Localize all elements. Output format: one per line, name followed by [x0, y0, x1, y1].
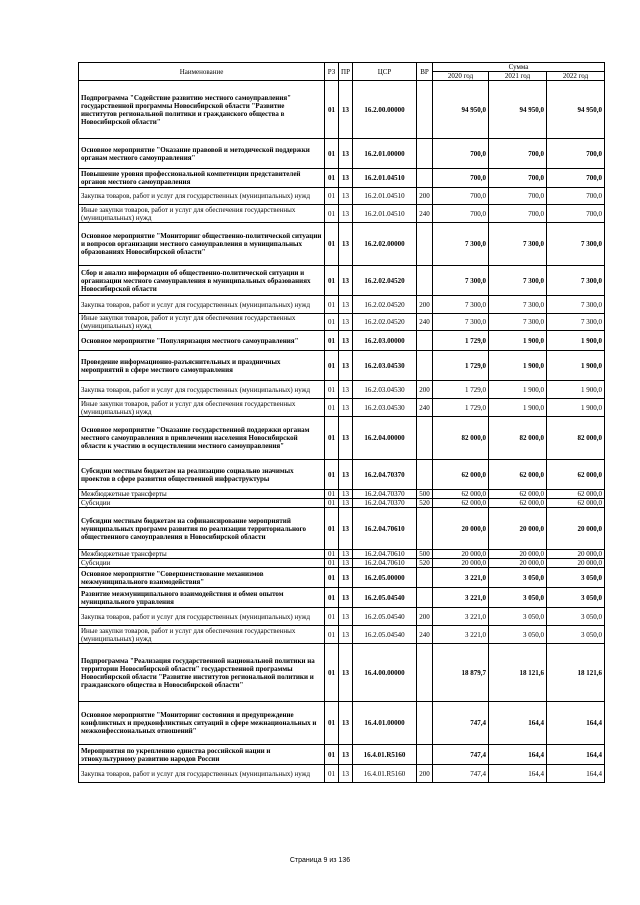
cell-vr — [417, 460, 433, 490]
table-row — [79, 266, 605, 296]
header-row-top — [79, 63, 605, 72]
cell-pr: 13 — [339, 266, 353, 296]
cell-pr: 13 — [339, 381, 353, 399]
table-row — [79, 499, 605, 508]
cell-vr — [417, 568, 433, 588]
cell-2020: 700,0 — [433, 169, 489, 188]
cell-2022: 94 950,0 — [547, 81, 605, 139]
cell-2021: 700,0 — [489, 139, 547, 169]
cell-2022: 62 000,0 — [547, 499, 605, 508]
cell-2021: 20 000,0 — [489, 550, 547, 559]
cell-2022: 700,0 — [547, 205, 605, 223]
header-year-2020: 2020 год — [433, 72, 489, 81]
cell-rz: 01 — [325, 765, 339, 783]
cell-2020: 747,4 — [433, 745, 489, 765]
cell-name: Закупка товаров, работ и услуг для государственных (муниципальных) нужд — [79, 381, 325, 399]
cell-2020: 700,0 — [433, 205, 489, 223]
cell-rz: 01 — [325, 314, 339, 331]
cell-name: Субсидии — [79, 499, 325, 508]
cell-name: Сбор и анализ информации об общественно-политической ситуации и организации местного самоуправления в муниципальных образованиях Новосибирской области — [79, 266, 325, 296]
cell-2022: 7 300,0 — [547, 266, 605, 296]
cell-vr: 200 — [417, 765, 433, 783]
cell-2021: 3 050,0 — [489, 608, 547, 626]
table-row — [79, 550, 605, 559]
cell-vr: 520 — [417, 559, 433, 568]
cell-csr: 16.2.02.04520 — [353, 266, 417, 296]
cell-csr: 16.2.01.04510 — [353, 205, 417, 223]
cell-vr: 500 — [417, 550, 433, 559]
header-year-2022: 2022 год — [547, 72, 605, 81]
cell-pr: 13 — [339, 81, 353, 139]
cell-name: Мероприятия по укреплению единства российской нации и этнокультурному развитию народов России — [79, 745, 325, 765]
cell-name: Основное мероприятие "Совершенствование механизмов межмуниципального взаимодействия" — [79, 568, 325, 588]
cell-2022: 164,4 — [547, 765, 605, 783]
cell-2020: 7 300,0 — [433, 223, 489, 266]
cell-csr: 16.2.03.04530 — [353, 381, 417, 399]
cell-2022: 82 000,0 — [547, 417, 605, 460]
cell-2020: 700,0 — [433, 139, 489, 169]
cell-vr: 200 — [417, 296, 433, 314]
cell-pr: 13 — [339, 314, 353, 331]
cell-vr: 500 — [417, 490, 433, 499]
cell-csr: 16.2.04.70610 — [353, 550, 417, 559]
cell-rz: 01 — [325, 460, 339, 490]
cell-csr: 16.2.00.00000 — [353, 81, 417, 139]
cell-vr: 200 — [417, 188, 433, 205]
cell-vr: 520 — [417, 499, 433, 508]
cell-2020: 1 729,0 — [433, 331, 489, 351]
cell-pr: 13 — [339, 139, 353, 169]
cell-2021: 1 900,0 — [489, 399, 547, 417]
cell-vr — [417, 351, 433, 381]
cell-2021: 62 000,0 — [489, 460, 547, 490]
cell-pr: 13 — [339, 702, 353, 745]
cell-2020: 94 950,0 — [433, 81, 489, 139]
cell-2020: 1 729,0 — [433, 381, 489, 399]
cell-csr: 16.2.03.04530 — [353, 351, 417, 381]
cell-2020: 20 000,0 — [433, 508, 489, 550]
header-vr: ВР — [417, 63, 433, 81]
cell-pr: 13 — [339, 550, 353, 559]
cell-2021: 3 050,0 — [489, 588, 547, 608]
cell-2020: 7 300,0 — [433, 266, 489, 296]
cell-name: Основное мероприятие "Мониторинг состояния и предупреждение конфликтных и предконфликтных ситуаций в сфере межнациональных и межконфессиональных отношений" — [79, 702, 325, 745]
cell-2020: 3 221,0 — [433, 608, 489, 626]
cell-rz: 01 — [325, 417, 339, 460]
cell-name: Закупка товаров, работ и услуг для государственных (муниципальных) нужд — [79, 765, 325, 783]
cell-2021: 82 000,0 — [489, 417, 547, 460]
cell-rz: 01 — [325, 266, 339, 296]
cell-2022: 1 900,0 — [547, 399, 605, 417]
cell-name: Межбюджетные трансферты — [79, 490, 325, 499]
cell-rz: 01 — [325, 296, 339, 314]
page-number: Страница 9 из 136 — [289, 857, 351, 864]
cell-csr: 16.2.02.00000 — [353, 223, 417, 266]
table-row — [79, 223, 605, 266]
cell-pr: 13 — [339, 626, 353, 644]
cell-2022: 700,0 — [547, 188, 605, 205]
cell-csr: 16.2.02.04520 — [353, 314, 417, 331]
cell-name: Закупка товаров, работ и услуг для государственных (муниципальных) нужд — [79, 296, 325, 314]
cell-rz: 01 — [325, 499, 339, 508]
cell-name: Иные закупки товаров, работ и услуг для обеспечения государственных (муниципальных) нужд — [79, 205, 325, 223]
cell-rz: 01 — [325, 568, 339, 588]
cell-pr: 13 — [339, 745, 353, 765]
cell-vr: 240 — [417, 399, 433, 417]
table-row — [79, 399, 605, 417]
cell-pr: 13 — [339, 644, 353, 702]
cell-2020: 747,4 — [433, 765, 489, 783]
cell-2022: 20 000,0 — [547, 559, 605, 568]
cell-name: Субсидии местным бюджетам на софинансирование мероприятий муниципальных программ развития по реализации территориального общественного самоуправления в Новосибирской области — [79, 508, 325, 550]
cell-csr: 16.2.05.04540 — [353, 588, 417, 608]
cell-csr: 16.2.05.00000 — [353, 568, 417, 588]
cell-pr: 13 — [339, 508, 353, 550]
cell-2020: 62 000,0 — [433, 490, 489, 499]
cell-2020: 747,4 — [433, 702, 489, 745]
cell-vr — [417, 331, 433, 351]
cell-2022: 164,4 — [547, 745, 605, 765]
cell-2020: 62 000,0 — [433, 499, 489, 508]
cell-csr: 16.2.03.04530 — [353, 399, 417, 417]
cell-2022: 700,0 — [547, 169, 605, 188]
header-pr: ПР — [339, 63, 353, 81]
cell-name: Субсидии — [79, 559, 325, 568]
cell-pr: 13 — [339, 460, 353, 490]
cell-2021: 3 050,0 — [489, 626, 547, 644]
cell-csr: 16.4.01.R5160 — [353, 745, 417, 765]
cell-2021: 1 900,0 — [489, 331, 547, 351]
cell-rz: 01 — [325, 508, 339, 550]
cell-2020: 3 221,0 — [433, 568, 489, 588]
cell-2022: 7 300,0 — [547, 223, 605, 266]
cell-2020: 62 000,0 — [433, 460, 489, 490]
cell-2022: 18 121,6 — [547, 644, 605, 702]
table-row — [79, 559, 605, 568]
cell-csr: 16.2.05.04540 — [353, 608, 417, 626]
cell-2020: 7 300,0 — [433, 296, 489, 314]
table-row — [79, 608, 605, 626]
cell-pr: 13 — [339, 205, 353, 223]
cell-2022: 1 900,0 — [547, 351, 605, 381]
cell-csr: 16.2.04.70370 — [353, 499, 417, 508]
cell-2021: 1 900,0 — [489, 381, 547, 399]
cell-2020: 20 000,0 — [433, 550, 489, 559]
cell-2022: 20 000,0 — [547, 550, 605, 559]
cell-2021: 1 900,0 — [489, 351, 547, 381]
cell-rz: 01 — [325, 223, 339, 266]
cell-2020: 20 000,0 — [433, 559, 489, 568]
cell-2021: 20 000,0 — [489, 508, 547, 550]
cell-rz: 01 — [325, 608, 339, 626]
cell-csr: 16.2.01.00000 — [353, 139, 417, 169]
cell-csr: 16.2.04.70370 — [353, 460, 417, 490]
cell-2021: 3 050,0 — [489, 568, 547, 588]
header-name: Наименование — [79, 63, 325, 81]
cell-rz: 01 — [325, 626, 339, 644]
cell-name: Закупка товаров, работ и услуг для государственных (муниципальных) нужд — [79, 188, 325, 205]
cell-2021: 7 300,0 — [489, 314, 547, 331]
cell-rz: 01 — [325, 81, 339, 139]
cell-2021: 62 000,0 — [489, 499, 547, 508]
cell-2022: 1 900,0 — [547, 331, 605, 351]
header-year-2021: 2021 год — [489, 72, 547, 81]
cell-pr: 13 — [339, 608, 353, 626]
cell-2021: 700,0 — [489, 188, 547, 205]
cell-2022: 7 300,0 — [547, 314, 605, 331]
cell-2021: 20 000,0 — [489, 559, 547, 568]
cell-2020: 3 221,0 — [433, 588, 489, 608]
cell-2021: 62 000,0 — [489, 490, 547, 499]
table-row — [79, 508, 605, 550]
cell-pr: 13 — [339, 559, 353, 568]
cell-2021: 700,0 — [489, 169, 547, 188]
cell-2022: 3 050,0 — [547, 608, 605, 626]
cell-name: Проведение информационно-разъяснительных и праздничных мероприятий в сфере местного самоуправления — [79, 351, 325, 381]
cell-rz: 01 — [325, 399, 339, 417]
table-row — [79, 314, 605, 331]
table-row — [79, 81, 605, 139]
cell-2021: 7 300,0 — [489, 266, 547, 296]
cell-rz: 01 — [325, 351, 339, 381]
cell-pr: 13 — [339, 490, 353, 499]
cell-csr: 16.4.00.00000 — [353, 644, 417, 702]
cell-rz: 01 — [325, 139, 339, 169]
cell-name: Субсидии местным бюджетам на реализацию социально значимых проектов в сфере развития общественной инфраструктуры — [79, 460, 325, 490]
cell-vr: 240 — [417, 626, 433, 644]
cell-2021: 18 121,6 — [489, 644, 547, 702]
cell-name: Закупка товаров, работ и услуг для государственных (муниципальных) нужд — [79, 608, 325, 626]
cell-csr: 16.2.05.04540 — [353, 626, 417, 644]
cell-pr: 13 — [339, 296, 353, 314]
cell-2020: 1 729,0 — [433, 399, 489, 417]
cell-rz: 01 — [325, 188, 339, 205]
cell-rz: 01 — [325, 331, 339, 351]
table-row — [79, 139, 605, 169]
header-rz: РЗ — [325, 63, 339, 81]
cell-2021: 7 300,0 — [489, 296, 547, 314]
cell-2022: 700,0 — [547, 139, 605, 169]
cell-vr — [417, 644, 433, 702]
cell-name: Развитие межмуниципального взаимодействия и обмен опытом муниципального управления — [79, 588, 325, 608]
cell-csr: 16.2.04.70610 — [353, 508, 417, 550]
table-row — [79, 331, 605, 351]
cell-csr: 16.2.04.00000 — [353, 417, 417, 460]
table-row — [79, 644, 605, 702]
table-row — [79, 188, 605, 205]
header-sum: Сумма — [433, 63, 605, 72]
cell-name: Подпрограмма "Содействие развитию местного самоуправления" государственной программы Новосибирской области "Развитие институтов региональной политики и гражданского общества в Новосибирской области" — [79, 81, 325, 139]
cell-rz: 01 — [325, 550, 339, 559]
cell-2022: 62 000,0 — [547, 490, 605, 499]
cell-csr: 16.2.03.00000 — [353, 331, 417, 351]
cell-name: Подпрограмма "Реализация государственной национальной политики на территории Новосибирской области" государственной программы Новосибирской области "Развитие институтов региональной политики и гражданского общества в Новосибирской области" — [79, 644, 325, 702]
cell-rz: 01 — [325, 702, 339, 745]
table-row — [79, 351, 605, 381]
cell-2022: 3 050,0 — [547, 588, 605, 608]
cell-name: Основное мероприятие "Популяризация местного самоуправления" — [79, 331, 325, 351]
cell-pr: 13 — [339, 568, 353, 588]
cell-pr: 13 — [339, 499, 353, 508]
budget-table — [78, 62, 605, 783]
table-body — [79, 81, 605, 783]
table-row — [79, 702, 605, 745]
cell-name: Основное мероприятие "Оказание правовой и методической поддержки органам местного самоуправления" — [79, 139, 325, 169]
cell-vr — [417, 81, 433, 139]
cell-pr: 13 — [339, 417, 353, 460]
cell-name: Основное мероприятие "Оказание государственной поддержки органам местного самоуправления в привлечении населения Новосибирской области к участию в осуществлении местного самоуправления" — [79, 417, 325, 460]
table-row — [79, 296, 605, 314]
cell-name: Повышение уровня профессиональной компетенции представителей органов местного самоуправления — [79, 169, 325, 188]
table-row — [79, 205, 605, 223]
cell-2022: 3 050,0 — [547, 568, 605, 588]
cell-rz: 01 — [325, 644, 339, 702]
cell-csr: 16.4.01.R5160 — [353, 765, 417, 783]
cell-2022: 3 050,0 — [547, 626, 605, 644]
cell-2022: 62 000,0 — [547, 460, 605, 490]
cell-2020: 700,0 — [433, 188, 489, 205]
cell-pr: 13 — [339, 188, 353, 205]
cell-pr: 13 — [339, 399, 353, 417]
cell-rz: 01 — [325, 381, 339, 399]
cell-2022: 164,4 — [547, 702, 605, 745]
cell-vr — [417, 223, 433, 266]
cell-name: Иные закупки товаров, работ и услуг для обеспечения государственных (муниципальных) нужд — [79, 399, 325, 417]
cell-vr — [417, 702, 433, 745]
table-row — [79, 490, 605, 499]
cell-2020: 3 221,0 — [433, 626, 489, 644]
cell-name: Межбюджетные трансферты — [79, 550, 325, 559]
cell-vr — [417, 169, 433, 188]
cell-csr: 16.2.01.04510 — [353, 169, 417, 188]
cell-rz: 01 — [325, 559, 339, 568]
cell-vr: 240 — [417, 314, 433, 331]
cell-vr: 200 — [417, 381, 433, 399]
table-row — [79, 626, 605, 644]
table-row — [79, 745, 605, 765]
cell-2021: 164,4 — [489, 765, 547, 783]
table-row — [79, 381, 605, 399]
cell-2022: 7 300,0 — [547, 296, 605, 314]
cell-vr: 240 — [417, 205, 433, 223]
cell-csr: 16.4.01.00000 — [353, 702, 417, 745]
cell-rz: 01 — [325, 588, 339, 608]
cell-vr — [417, 417, 433, 460]
cell-csr: 16.2.04.70610 — [353, 559, 417, 568]
cell-2021: 7 300,0 — [489, 223, 547, 266]
table-row — [79, 765, 605, 783]
cell-pr: 13 — [339, 169, 353, 188]
cell-2022: 20 000,0 — [547, 508, 605, 550]
cell-rz: 01 — [325, 745, 339, 765]
cell-2020: 82 000,0 — [433, 417, 489, 460]
cell-name: Иные закупки товаров, работ и услуг для обеспечения государственных (муниципальных) нужд — [79, 314, 325, 331]
table-row — [79, 568, 605, 588]
cell-2022: 1 900,0 — [547, 381, 605, 399]
cell-vr — [417, 588, 433, 608]
cell-2021: 164,4 — [489, 745, 547, 765]
cell-csr: 16.2.04.70370 — [353, 490, 417, 499]
table-row — [79, 169, 605, 188]
cell-csr: 16.2.02.04520 — [353, 296, 417, 314]
cell-2020: 1 729,0 — [433, 351, 489, 381]
cell-rz: 01 — [325, 490, 339, 499]
table-row — [79, 460, 605, 490]
cell-rz: 01 — [325, 205, 339, 223]
cell-pr: 13 — [339, 223, 353, 266]
cell-2021: 94 950,0 — [489, 81, 547, 139]
cell-pr: 13 — [339, 331, 353, 351]
cell-pr: 13 — [339, 765, 353, 783]
cell-vr — [417, 508, 433, 550]
cell-2020: 18 879,7 — [433, 644, 489, 702]
cell-2021: 700,0 — [489, 205, 547, 223]
table-row — [79, 417, 605, 460]
cell-rz: 01 — [325, 169, 339, 188]
cell-csr: 16.2.01.04510 — [353, 188, 417, 205]
cell-2020: 7 300,0 — [433, 314, 489, 331]
cell-pr: 13 — [339, 588, 353, 608]
header-csr: ЦСР — [353, 63, 417, 81]
cell-name: Основное мероприятие "Мониторинг общественно-политической ситуации и вопросов организации местного самоуправления в муниципальных образованиях Новосибирской области" — [79, 223, 325, 266]
cell-vr: 200 — [417, 608, 433, 626]
cell-2021: 164,4 — [489, 702, 547, 745]
cell-vr — [417, 745, 433, 765]
cell-pr: 13 — [339, 351, 353, 381]
cell-name: Иные закупки товаров, работ и услуг для обеспечения государственных (муниципальных) нужд — [79, 626, 325, 644]
cell-vr — [417, 266, 433, 296]
table-row — [79, 588, 605, 608]
cell-vr — [417, 139, 433, 169]
